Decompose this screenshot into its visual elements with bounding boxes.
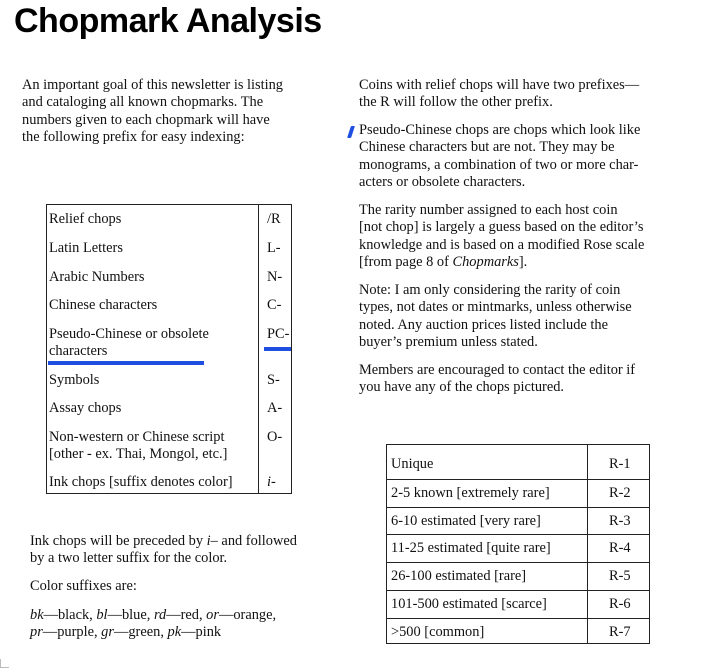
rarity-label: Unique <box>391 456 434 472</box>
prefix-code: S- <box>267 372 280 388</box>
rarity-label: 11-25 estimated [quite rare] <box>391 540 551 557</box>
prefix-code: C- <box>267 297 282 313</box>
prefix-code: A- <box>267 400 283 416</box>
rarity-code: R-6 <box>609 596 631 612</box>
intro-paragraph: An important goal of this newsletter is listing and cataloging all known chopmarks. The numbers given to each chopmark will have the following prefix for easy indexing: <box>22 77 283 145</box>
rarity-note-book-title: Chopmarks <box>452 253 519 270</box>
members-note: Members are encouraged to contact the editor if you have any of the chops pictured. <box>359 362 636 396</box>
prefix-label: Non-western or Chinese script [other - ex. Thai, Mongol, etc.] <box>49 429 228 463</box>
rarity-note-text: The rarity number assigned to each host coin [not chop] is largely a guess based on the editor’s knowledge and is based on a modified Rose scale [from page 8 of <box>359 202 645 270</box>
suffix-name: red <box>180 607 199 623</box>
prefix-label: Relief chops <box>49 211 122 227</box>
suffix-code: or <box>206 607 219 623</box>
rarity-code: R-7 <box>609 623 631 640</box>
prefix-label: Arabic Numbers <box>49 269 145 285</box>
rarity-row <box>387 534 649 562</box>
prefix-label: Pseudo-Chinese or obsolete characters <box>49 326 209 360</box>
rarity-scope-note: Note: I am only considering the rarity of coin types, not dates or mintmarks, unless otherwise noted. Any auction prices listed include the buyer’s premium unless stated. <box>359 282 632 350</box>
rarity-note <box>359 202 709 271</box>
suffix-name: green <box>128 624 161 641</box>
suffix-code: pk <box>167 624 182 641</box>
suffix-name: black <box>57 607 90 623</box>
page-corner-mark <box>0 659 9 668</box>
suffix-code: bk <box>30 607 44 623</box>
highlight-underline-code <box>264 347 291 351</box>
rarity-row <box>387 479 649 507</box>
suffix-name: purple <box>57 624 94 641</box>
rarity-row <box>387 562 649 590</box>
prefix-label: Ink chops [suffix denotes color] <box>49 474 233 490</box>
rarity-label: >500 [common] <box>391 623 485 640</box>
rarity-code: R-4 <box>609 540 631 557</box>
prefix-code: i- <box>267 474 276 490</box>
rarity-label: 26-100 estimated [rare] <box>391 568 527 585</box>
rarity-code: R-5 <box>609 568 631 585</box>
color-suffix-list: bk—black, bl—blue, rd—red, or—orange, pr—purple, gr—green, pk—pink <box>30 607 277 641</box>
rarity-label: 101-500 estimated [scarce] <box>391 596 547 612</box>
color-suffix-heading: Color suffixes are: <box>30 578 137 594</box>
suffix-name: orange <box>233 607 273 623</box>
rarity-label: 2-5 known [extremely rare] <box>391 484 550 501</box>
page-title: Chopmark Analysis <box>14 2 322 40</box>
prefix-label: Symbols <box>49 372 100 388</box>
rarity-code: R-1 <box>609 456 631 472</box>
suffix-code: gr <box>101 624 114 641</box>
rarity-note-end: ]. <box>518 253 528 270</box>
rarity-row <box>387 451 649 479</box>
prefix-code: L- <box>267 240 281 256</box>
suffix-code: rd <box>153 607 167 623</box>
relief-chops-note: Coins with relief chops will have two prefixes— the R will follow the other prefix. <box>359 77 640 111</box>
rarity-row <box>387 507 649 535</box>
rarity-code: R-3 <box>609 512 631 529</box>
prefix-code: O- <box>267 429 283 445</box>
suffix-name: blue <box>121 607 147 623</box>
rarity-row <box>387 590 649 618</box>
prefix-label: Latin Letters <box>49 240 123 256</box>
prefix-label: Assay chops <box>49 400 122 416</box>
rarity-label: 6-10 estimated [very rare] <box>391 512 541 529</box>
suffix-name: pink <box>195 624 222 641</box>
rarity-scale-table <box>386 444 650 644</box>
rarity-code: R-2 <box>609 484 631 501</box>
suffix-code: pr <box>30 624 43 641</box>
prefix-code: /R <box>267 211 281 227</box>
prefix-table <box>46 204 292 494</box>
rarity-row <box>387 618 649 646</box>
pseudo-chinese-note: Pseudo-Chinese chops are chops which look like Chinese characters but are not. They may be monograms, a combination of two or more char- acters or obsolete characters. <box>359 122 641 190</box>
prefix-label: Chinese characters <box>49 297 158 313</box>
ink-chops-note: Ink chops will be preceded by i– and followed by a two letter suffix for the color. <box>30 533 297 567</box>
suffix-code: bl <box>96 607 108 623</box>
prefix-code: PC- <box>267 326 290 342</box>
highlight-tick-mark <box>347 126 355 138</box>
prefix-code: N- <box>267 269 283 285</box>
prefix-table-divider <box>258 205 259 493</box>
highlight-underline-label <box>48 361 204 365</box>
